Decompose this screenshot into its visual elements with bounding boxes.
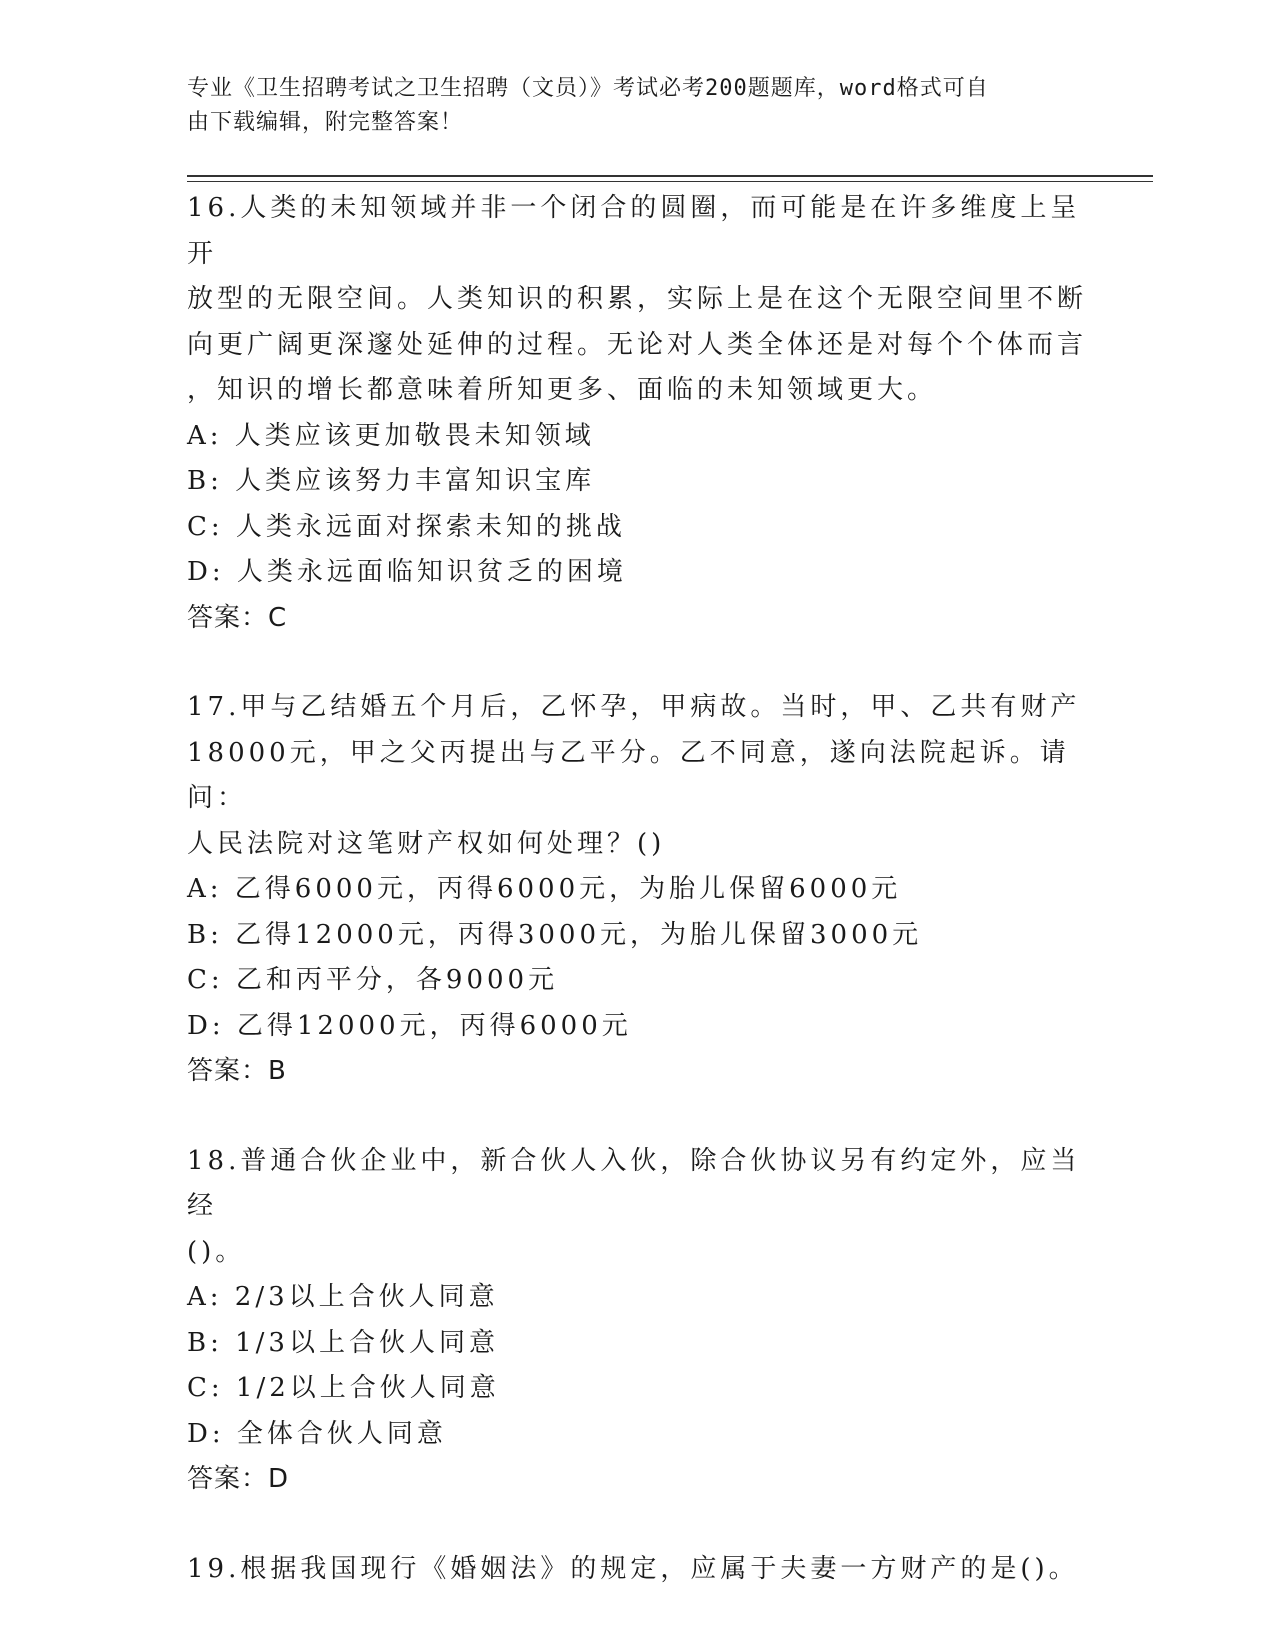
header-line-1: 专业《卫生招聘考试之卫生招聘（文员）》考试必考200题题库，word格式可自 xyxy=(187,76,989,101)
option-a: A: 2/3以上合伙人同意 xyxy=(187,1282,499,1312)
question-stem-line: 放型的无限空间。人类知识的积累，实际上是在这个无限空间里不断 xyxy=(187,284,1088,314)
option-d: D: 乙得12000元，丙得6000元 xyxy=(187,1010,632,1041)
option-c: C: 1/2以上合伙人同意 xyxy=(187,1373,500,1403)
header-divider-thin xyxy=(187,181,1153,182)
option-a: A: 乙得6000元，丙得6000元，为胎儿保留6000元 xyxy=(187,874,902,904)
question-stem-line: 18.普通合伙企业中，新合伙人入伙，除合伙协议另有约定外，应当经 xyxy=(187,1145,1081,1221)
question-stem-line: 18000元，甲之父丙提出与乙平分。乙不同意，遂向法院起诉。请问： xyxy=(187,737,1070,813)
question-stem-line: ()。 xyxy=(187,1236,246,1267)
option-b: B: 人类应该努力丰富知识宝库 xyxy=(187,466,596,496)
header-line-2: 由下载编辑，附完整答案！ xyxy=(187,110,464,135)
question-stem-line: 19.根据我国现行《婚姻法》的规定，应属于夫妻一方财产的是()。 xyxy=(187,1553,1079,1584)
answer-label: 答案：B xyxy=(187,1056,287,1086)
option-c: C: 人类永远面对探索未知的挑战 xyxy=(187,511,626,542)
option-d: D: 全体合伙人同意 xyxy=(187,1418,447,1449)
header-divider-thick xyxy=(187,175,1153,177)
question-stem-line: ，知识的增长都意味着所知更多、面临的未知领域更大。 xyxy=(187,375,938,405)
question-stem-line: 17.甲与乙结婚五个月后，乙怀孕，甲病故。当时，甲、乙共有财产 xyxy=(187,692,1081,722)
question-stem-line: 16.人类的未知领域并非一个闭合的圆圈，而可能是在许多维度上呈开 xyxy=(187,193,1081,269)
question-18 xyxy=(187,1139,1087,1503)
answer-label: 答案：C xyxy=(187,602,288,633)
question-19 xyxy=(187,1547,1087,1593)
question-stem-line: 人民法院对这笔财产权如何处理？() xyxy=(187,828,666,859)
question-17 xyxy=(187,685,1087,1095)
answer-label: 答案：D xyxy=(187,1464,290,1494)
option-b: B: 1/3以上合伙人同意 xyxy=(187,1327,499,1358)
document-header xyxy=(187,72,1087,140)
option-d: D: 人类永远面临知识贫乏的困境 xyxy=(187,557,627,587)
question-list xyxy=(187,186,1087,1636)
option-b: B: 乙得12000元，丙得3000元，为胎儿保留3000元 xyxy=(187,919,923,950)
option-a: A: 人类应该更加敬畏未知领域 xyxy=(187,420,595,451)
question-stem-line: 向更广阔更深邃处延伸的过程。无论对人类全体还是对每个个体而言 xyxy=(187,329,1088,360)
option-c: C: 乙和丙平分，各9000元 xyxy=(187,965,559,995)
question-16 xyxy=(187,186,1087,641)
